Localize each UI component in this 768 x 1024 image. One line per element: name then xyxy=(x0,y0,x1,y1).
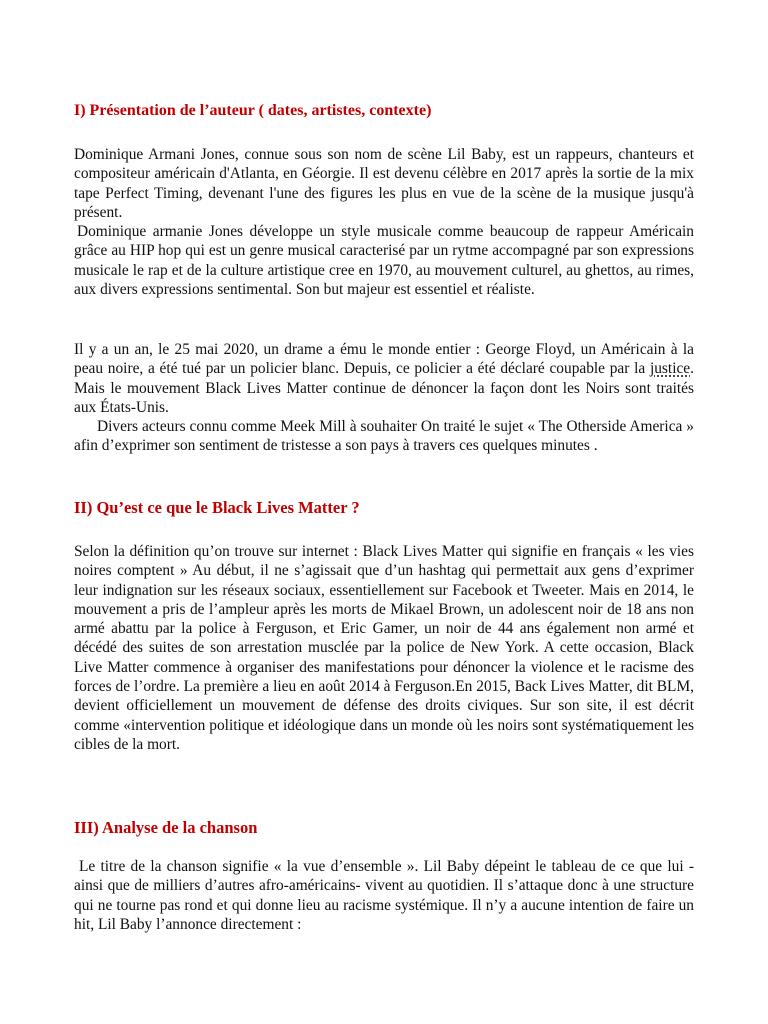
paragraph-george-floyd xyxy=(74,340,694,417)
paragraph-biography: Dominique Armani Jones, connue sous son nom de scène Lil Baby, est un rappeurs, chanteurs et compositeur américain d'Atlanta, en Géorgie. Il est devenu célèbre en 2017 après la sortie de la mix tape Perfect Timing, devenant l'une des figures les plus en vue de la scène de la musique jusqu'à présent. xyxy=(74,146,694,221)
paragraph-george-floyd-text-start: Il y a un an, le 25 mai 2020, un drame a ému le monde entier : George Floyd, un Américain à la peau noire, a été tué par un policier blanc. Depuis, ce policier a été déclaré coupable par la xyxy=(74,341,694,378)
paragraph-meek-mill: Divers acteurs connu comme Meek Mill à souhaiter On traité le sujet « The Otherside America » afin d’exprimer son sentiment de tristesse a son pays à travers ces quelques minutes . xyxy=(74,418,694,455)
paragraph-musical-style: Dominique armanie Jones développe un style musicale comme beaucoup de rappeur Américain grâce au HIP hop qui est un genre musical caracterisé par un rytme accompagné par son expressions musicale le rap et de la culture artistique cree en 1970, au mouvement culturel, au ghettos, au rimes, aux divers expressions sentimental. Son but majeur est essentiel et réaliste. xyxy=(74,223,694,298)
section-heading-song-analysis: III) Analyse de la chanson xyxy=(74,818,258,837)
section-heading-presentation: I) Présentation de l’auteur ( dates, artistes, contexte) xyxy=(74,102,432,119)
section-heading-black-lives-matter: II) Qu’est ce que le Black Lives Matter ? xyxy=(74,498,360,517)
paragraph-george-floyd-text-end: . Mais le mouvement Black Lives Matter continue de dénoncer la façon dont les Noirs sont traités aux États-Unis. xyxy=(74,360,694,416)
paragraph-song-analysis: Le titre de la chanson signifie « la vue d’ensemble ». Lil Baby dépeint le tableau de ce que lui -ainsi que de milliers d’autres afro-américains- vivent au quotidien. Il s’attaque donc à une structure qui ne tourne pas rond et qui donne lieu au racisme systémique. Il n’y a aucune intention de faire un hit, Lil Baby l’annonce directement : xyxy=(74,858,694,933)
paragraph-blm-definition: Selon la définition qu’on trouve sur internet : Black Lives Matter qui signifie en français « les vies noires comptent » Au début, il ne s’agissait que d’un hashtag qui permettait aux gens d’exprimer leur indignation sur les réseaux sociaux, essentiellement sur Facebook et Tweeter. Mais en 2014, le mouvement a pris de l’ampleur après les morts de Mikael Brown, un adolescent noir de 18 ans non armé abattu par la police à Ferguson, et Eric Gamer, un noir de 44 ans également non armé et décédé des suites de son arrestation musclée par la police de New York. A cette occasion, Black Live Matter commence à organiser des manifestations pour dénoncer la violence et le racisme des forces de l’ordre. La première a lieu en août 2014 à Ferguson.En 2015, Back Lives Matter, dit BLM, devient officiellement un mouvement de défense des droits civiques. Sur son site, il est décrit comme «intervention politique et idéologique dans un monde où les noirs sont systématiquement les cibles de la mort. xyxy=(74,543,694,753)
justice-link[interactable]: justice xyxy=(649,360,691,378)
